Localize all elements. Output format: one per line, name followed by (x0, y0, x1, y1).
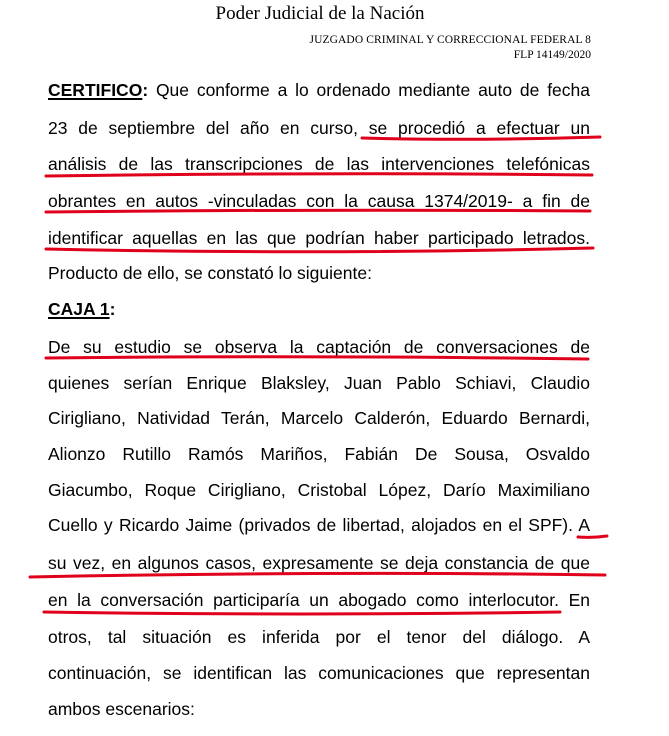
certifico-colon: : (142, 80, 149, 100)
paragraph-line-17: continuación, se identifican las comunicaciones que representan (48, 663, 590, 683)
caja-heading: CAJA 1 (48, 299, 110, 319)
paragraph-line-14: su vez, en algunos casos, expresamente se deja constancia de que (48, 553, 590, 573)
paragraph-line-3: análisis de las transcripciones de las intervenciones telefónicas (48, 154, 590, 174)
paragraph-line-11: Alionzo Rutillo Ramós Mariños, Fabián De Sousa, Osvaldo (48, 444, 590, 464)
red-underline-8 (44, 612, 560, 614)
caja-colon: : (109, 299, 116, 319)
paragraph-line-10: Cirigliano, Natividad Terán, Marcelo Calderón, Eduardo Bernardi, (48, 408, 590, 428)
paragraph-line-2: 23 de septiembre del año en curso, se procedió a efectuar un (48, 118, 590, 138)
paragraph-line-5: identificar aquellas en las que podrían haber participado letrados. (48, 228, 590, 248)
paragraph-line-6: Producto de ello, se constató lo siguiente: (48, 263, 372, 283)
paragraph-line-15: en la conversación participaría un abogado como interlocutor. En (48, 590, 590, 610)
paragraph-line-12: Giacumbo, Roque Cirigliano, Cristobal López, Darío Maximiliano (48, 480, 590, 500)
paragraph-line-4: obrantes en autos -vinculadas con la causa 1374/2019- a fin de (48, 191, 590, 211)
paragraph-line-13: Cuello y Ricardo Jaime (privados de libertad, alojados en el SPF). A (48, 515, 590, 535)
paragraph-line-1-text: Que conforme a lo ordenado mediante auto de fecha (148, 80, 590, 100)
file-number: FLP 14149/2020 (513, 49, 591, 61)
red-underline-6 (578, 536, 607, 537)
paragraph-line-9: quienes serían Enrique Blaksley, Juan Pablo Schiavi, Claudio (48, 373, 590, 393)
paragraph-line-16: otros, tal situación es inferida por el tenor del diálogo. A (48, 627, 590, 647)
court-name: JUZGADO CRIMINAL Y CORRECCIONAL FEDERAL 8 (309, 34, 591, 46)
paragraph-line-8: De su estudio se observa la captación de conversaciones de (48, 337, 590, 357)
certifico-heading: CERTIFICO (48, 80, 143, 100)
caja-line (48, 298, 590, 320)
document-header-title: Poder Judicial de la Nación (215, 3, 425, 24)
paragraph-line-18: ambos escenarios: (48, 699, 195, 719)
paragraph-line-1 (48, 79, 590, 101)
